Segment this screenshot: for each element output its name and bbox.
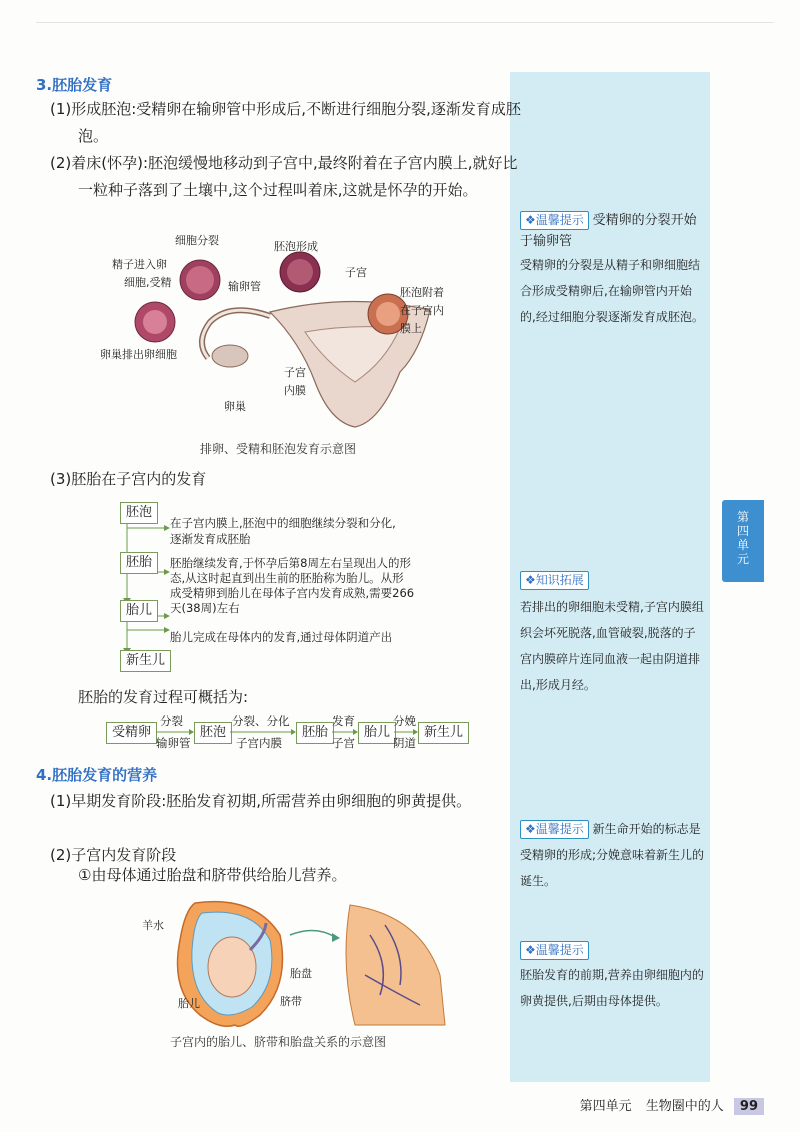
placenta-figure: 羊水 胎盘 胎儿 脐带 子宫内的胎儿、脐带和胎盘关系的示意图 bbox=[140, 895, 460, 1055]
extension-tag: ❖知识拓展 bbox=[520, 571, 589, 590]
section-3-item-3: (3)胚胎在子宫内的发育 bbox=[50, 470, 207, 488]
sidebar-extension: ❖知识拓展 若排出的卵细胞未受精,子宫内膜组织会坏死脱落,血管破裂,脱落的子宫内膜碎片连同血液一起由阴道排出,形成月经。 bbox=[520, 573, 704, 692]
lightbulb-icon: ❖ bbox=[525, 573, 536, 587]
flow-stage-embryo: 胚胎 bbox=[120, 552, 158, 574]
development-flow: 胚泡 胚胎 胎儿 新生儿 在子宫内膜上,胚泡中的细胞继续分裂和分化, 逐渐发育成胚胎 胚胎继续发育,于怀孕后第8周左右呈现出人的形 态,从这时起直到出生前的胚胎称为胎儿。从形 成受精卵到胎儿在母体子宫内发育成熟,需要266 天(38周)左右 胎儿完成在母体内的发育,通过母体阴道产出 bbox=[118, 500, 478, 675]
section-4-item-2: (2)子宫内发育阶段 bbox=[50, 846, 177, 864]
section-4-sub-1: ①由母体通过胎盘和脐带供给胎儿营养。 bbox=[78, 866, 347, 884]
summary-chain: 受精卵 胚泡 胚胎 胎儿 新生儿 分裂 分裂、分化 发育 分娩 输卵管 子宫内膜 子宫 阴道 bbox=[106, 712, 476, 756]
tip-2-tag: ❖温馨提示 bbox=[520, 820, 589, 839]
section-4-heading: 4.胚胎发育的营养 bbox=[36, 766, 158, 784]
page-number: 99 bbox=[734, 1098, 764, 1115]
sidebar-tip-1: ❖温馨提示 受精卵的分裂开始于输卵管 受精卵的分裂是从精子和卵细胞结合形成受精卵后,在输卵管内开始的,经过细胞分裂逐渐发育成胚泡。 bbox=[520, 213, 704, 324]
section-3-item-2: (2)着床(怀孕):胚泡缓慢地移动到子宫中,最终附着在子宫内膜上,就好比一粒种子落到了土壤中,这个过程叫着床,这就是怀孕的开始。 bbox=[50, 154, 518, 199]
figure-1-caption: 排卵、受精和胚泡发育示意图 bbox=[200, 442, 357, 456]
flow-stage-fetus: 胎儿 bbox=[120, 600, 158, 622]
unit-tab: 第 四 单 元 bbox=[722, 500, 764, 582]
lightbulb-icon: ❖ bbox=[525, 943, 536, 957]
lightbulb-icon: ❖ bbox=[525, 213, 536, 227]
top-rule bbox=[36, 22, 774, 23]
ovulation-figure: 细胞分裂 胚泡形成 精子进入卵 细胞,受精 输卵管 子宫 胚泡附着 在子宫内 膜上 卵巢排出卵细胞 子宫 内膜 卵巢 排卵、受精和胚泡发育示意图 bbox=[100, 232, 460, 462]
sidebar-tip-2: ❖温馨提示 新生命开始的标志是受精卵的形成;分娩意味着新生儿的诞生。 bbox=[520, 822, 705, 888]
section-3-heading: 3.胚胎发育 bbox=[36, 76, 113, 94]
section-3-item-1: (1)形成胚泡:受精卵在输卵管中形成后,不断进行细胞分裂,逐渐发育成胚泡。 bbox=[50, 100, 521, 145]
flow-stage-newborn: 新生儿 bbox=[120, 650, 171, 672]
tip-3-tag: ❖温馨提示 bbox=[520, 941, 589, 960]
page-footer: 第四单元 生物圈中的人 99 bbox=[580, 1095, 764, 1114]
sidebar-tip-3: ❖温馨提示 胚胎发育的前期,营养由卵细胞内的卵黄提供,后期由母体提供。 bbox=[520, 943, 704, 1008]
summary-intro: 胚胎的发育过程可概括为: bbox=[78, 688, 249, 706]
section-4-item-1: (1)早期发育阶段:胚胎发育初期,所需营养由卵细胞的卵黄提供。 bbox=[50, 792, 472, 810]
lightbulb-icon: ❖ bbox=[525, 822, 536, 836]
tip-1-tag: ❖温馨提示 bbox=[520, 211, 589, 230]
figure-2-caption: 子宫内的胎儿、脐带和胎盘关系的示意图 bbox=[170, 1035, 387, 1049]
flow-stage-blastocyst: 胚泡 bbox=[120, 502, 158, 524]
